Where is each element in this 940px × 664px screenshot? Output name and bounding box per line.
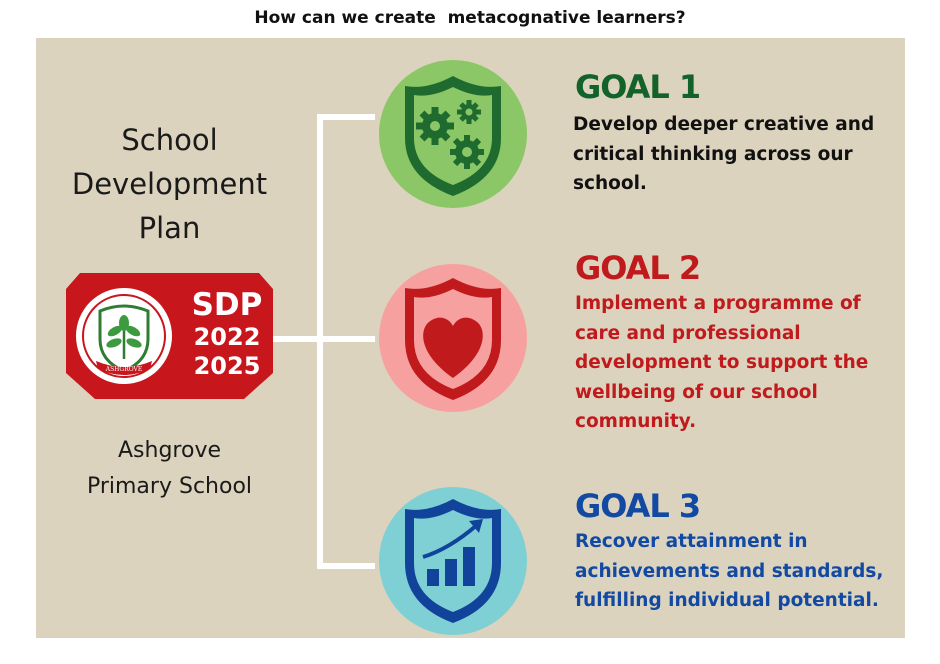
- goal-1-title: GOAL 1: [575, 68, 701, 106]
- school-name-line: Ashgrove: [118, 438, 221, 463]
- badge-sdp: SDP: [191, 287, 263, 323]
- school-name-line: Primary School: [86, 474, 253, 499]
- plan-title-line: Plan: [138, 211, 201, 245]
- badge-year-end: 2025: [193, 352, 261, 380]
- chart-shield-icon: [379, 487, 527, 635]
- plan-title-line: Development: [71, 167, 268, 201]
- goal-1-text: Develop deeper creative and critical thinking across our school.: [573, 114, 875, 194]
- gears-shield-icon: [379, 60, 527, 208]
- page-heading: How can we create metacognative learners?: [254, 8, 686, 28]
- goal-3-text: Recover attainment in achievements and standards, fulfilling individual potential.: [575, 531, 884, 611]
- goal-3-title: GOAL 3: [575, 487, 701, 525]
- heart-shield-icon: [379, 264, 527, 412]
- plan-title-line: School: [121, 123, 218, 157]
- goal-2-title: GOAL 2: [575, 249, 701, 287]
- crest-text: ASHGROVE: [105, 366, 143, 373]
- goal-2-text: Implement a programme of care and professional development to support the wellbeing of our school community.: [575, 293, 869, 432]
- badge-year-start: 2022: [193, 323, 261, 351]
